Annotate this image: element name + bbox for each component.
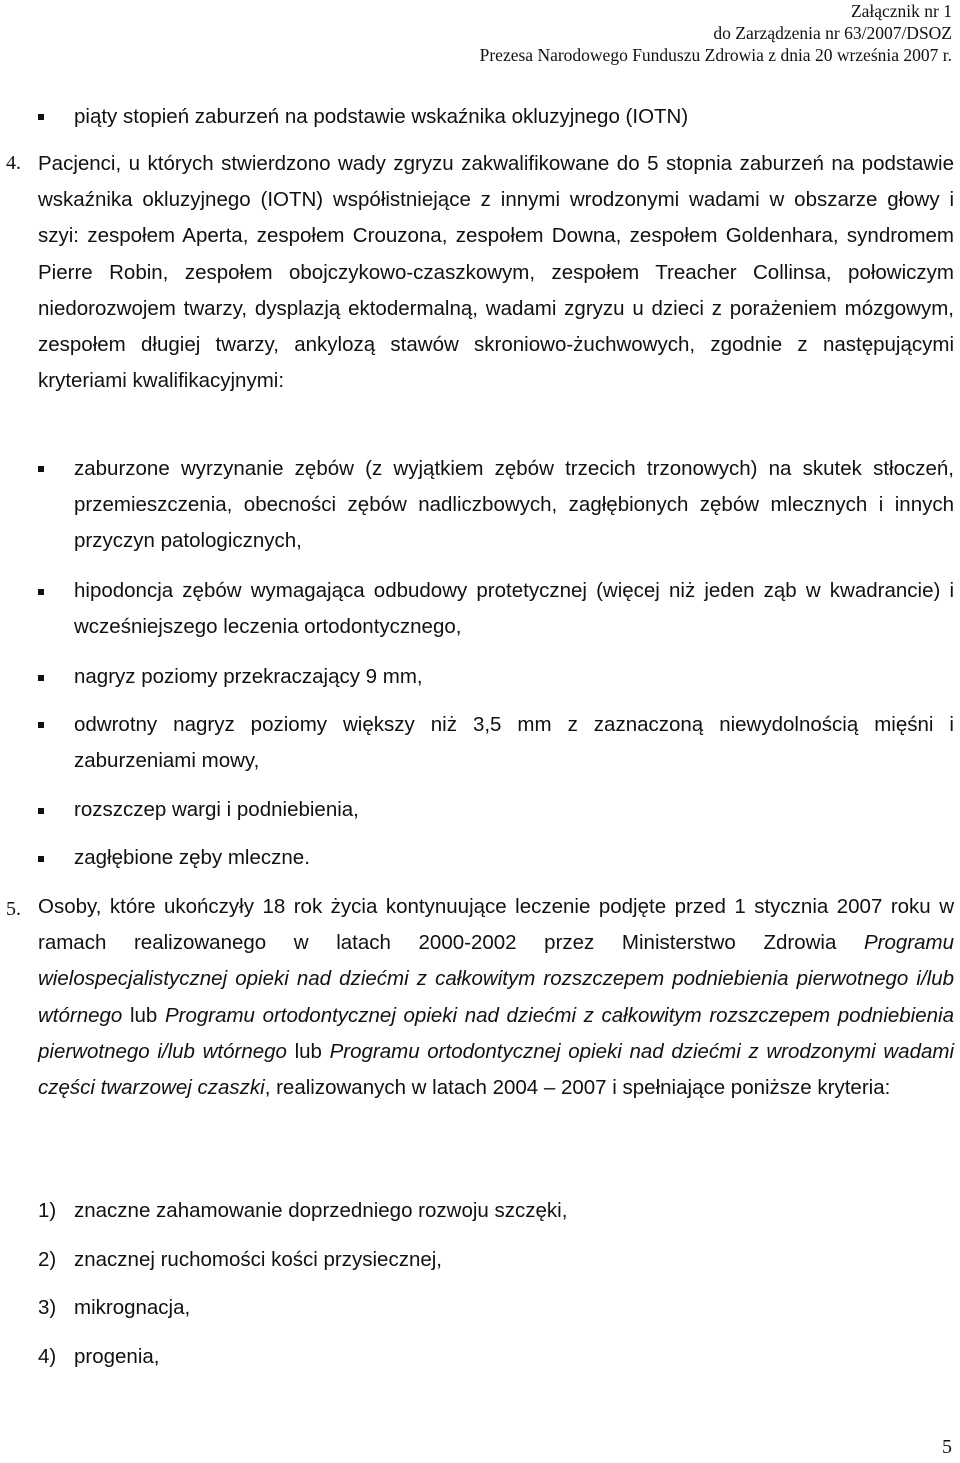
page-number: 5	[942, 1436, 952, 1458]
bullet-marker	[38, 675, 44, 681]
criterion-number: 4)	[38, 1345, 57, 1368]
item-5-text: lub	[286, 1039, 330, 1063]
header-line-3: Prezesa Narodowego Funduszu Zdrowia z dnia 20 września 2007 r.	[479, 45, 952, 65]
criterion-number: 3)	[38, 1296, 57, 1319]
criterion-text: progenia,	[74, 1345, 160, 1368]
item-4-paragraph: Pacjenci, u których stwierdzono wady zgryzu zakwalifikowane do 5 stopnia zaburzeń na podstawie wskaźnika okluzyjnego (IOTN) współistniejące z innymi wrodzonymi wadami w obszarze głowy i szyi: zespołem Aperta, zespołem Crouzona, zespołem Downa, zespołem Goldenhara, syndromem Pierre Robin, zespołem obojczykowo-czaszkowym, zespołem Treacher Collinsa, połowiczym niedorozwojem twarzy, dysplazją ektodermalną, wadami zgryzu u dzieci z porażeniem mózgowym, zespołem długiej twarzy, ankylozą stawów skroniowo-żuchwowych, zgodnie z następującymi kryteriami kwalifikacyjnymi:	[38, 152, 954, 393]
criterion-text: mikrognacja,	[74, 1296, 191, 1319]
criterion-bullet: odwrotny nagryz poziomy większy niż 3,5 mm z zaznaczoną niewydolnością mięśni i zaburzeniami mowy,	[74, 713, 954, 773]
criterion-bullet: hipodoncja zębów wymagająca odbudowy protetycznej (więcej niż jeden ząb w kwadrancie) i wcześniejszego leczenia ortodontycznego,	[74, 579, 954, 639]
criterion-text: znacznej ruchomości kości przysiecznej,	[74, 1248, 442, 1271]
criterion-text: znaczne zahamowanie doprzedniego rozwoju szczęki,	[74, 1199, 568, 1222]
bullet-marker	[38, 114, 44, 120]
program-name: Programu wielospecjalistycznej opieki nad dziećmi z całkowitym rozszczepem podniebienia pierwotnego i/lub wtórnego	[38, 931, 954, 1027]
criterion-bullet: zagłębione zęby mleczne.	[74, 846, 310, 869]
criterion-2	[38, 1242, 442, 1278]
item-5-text: , realizowanych w latach 2004 – 2007 i spełniające poniższe kryteria:	[264, 1076, 891, 1100]
criterion-bullet: nagryz poziomy przekraczający 9 mm,	[74, 665, 423, 688]
program-name: Programu ortodontycznej opieki nad dziećmi z całkowitym rozszczepem podniebienia pierwotnego i/lub wtórnego	[38, 1003, 954, 1063]
header-line-2: do Zarządzenia nr 63/2007/DSOZ	[713, 23, 952, 43]
bullet-marker	[38, 466, 44, 472]
bullet-marker	[38, 589, 44, 595]
attachment-header	[480, 0, 952, 66]
program-name: Programu ortodontycznej opieki nad dziećmi z wrodzonymi wadami części twarzowej czaszki	[38, 1039, 955, 1100]
bullet-marker	[38, 808, 44, 814]
bullet-marker	[38, 722, 44, 728]
item-5-text: lub	[122, 1003, 165, 1027]
item-5-text: Osoby, które ukończyły 18 rok życia kontynuujące leczenie podjęte przed 1 stycznia 2007 roku w ramach realizowanego w latach 2000-2002 przez Ministerstwo Zdrowia	[38, 895, 954, 955]
item-number-5: 5.	[6, 898, 21, 920]
criterion-bullet: zaburzone wyrzynanie zębów (z wyjątkiem zębów trzecich trzonowych) na skutek stłoczeń, przemieszczenia, obecności zębów nadliczbowych, zagłębionych zębów mlecznych i innych przyczyn patologicznych,	[74, 457, 954, 553]
header-line-1: Załącznik nr 1	[850, 1, 952, 21]
criterion-number: 1)	[38, 1199, 57, 1222]
criterion-3	[38, 1290, 190, 1326]
criterion-4	[38, 1339, 159, 1375]
bullet-item-iotn: piąty stopień zaburzeń na podstawie wskaźnika okluzyjnego (IOTN)	[74, 105, 689, 128]
criterion-bullet: rozszczep wargi i podniebienia,	[74, 798, 359, 821]
item-5-paragraph	[38, 889, 954, 1106]
criterion-number: 2)	[38, 1248, 57, 1271]
criterion-1	[38, 1193, 567, 1229]
bullet-marker	[38, 856, 44, 862]
item-number-4: 4.	[6, 152, 21, 174]
